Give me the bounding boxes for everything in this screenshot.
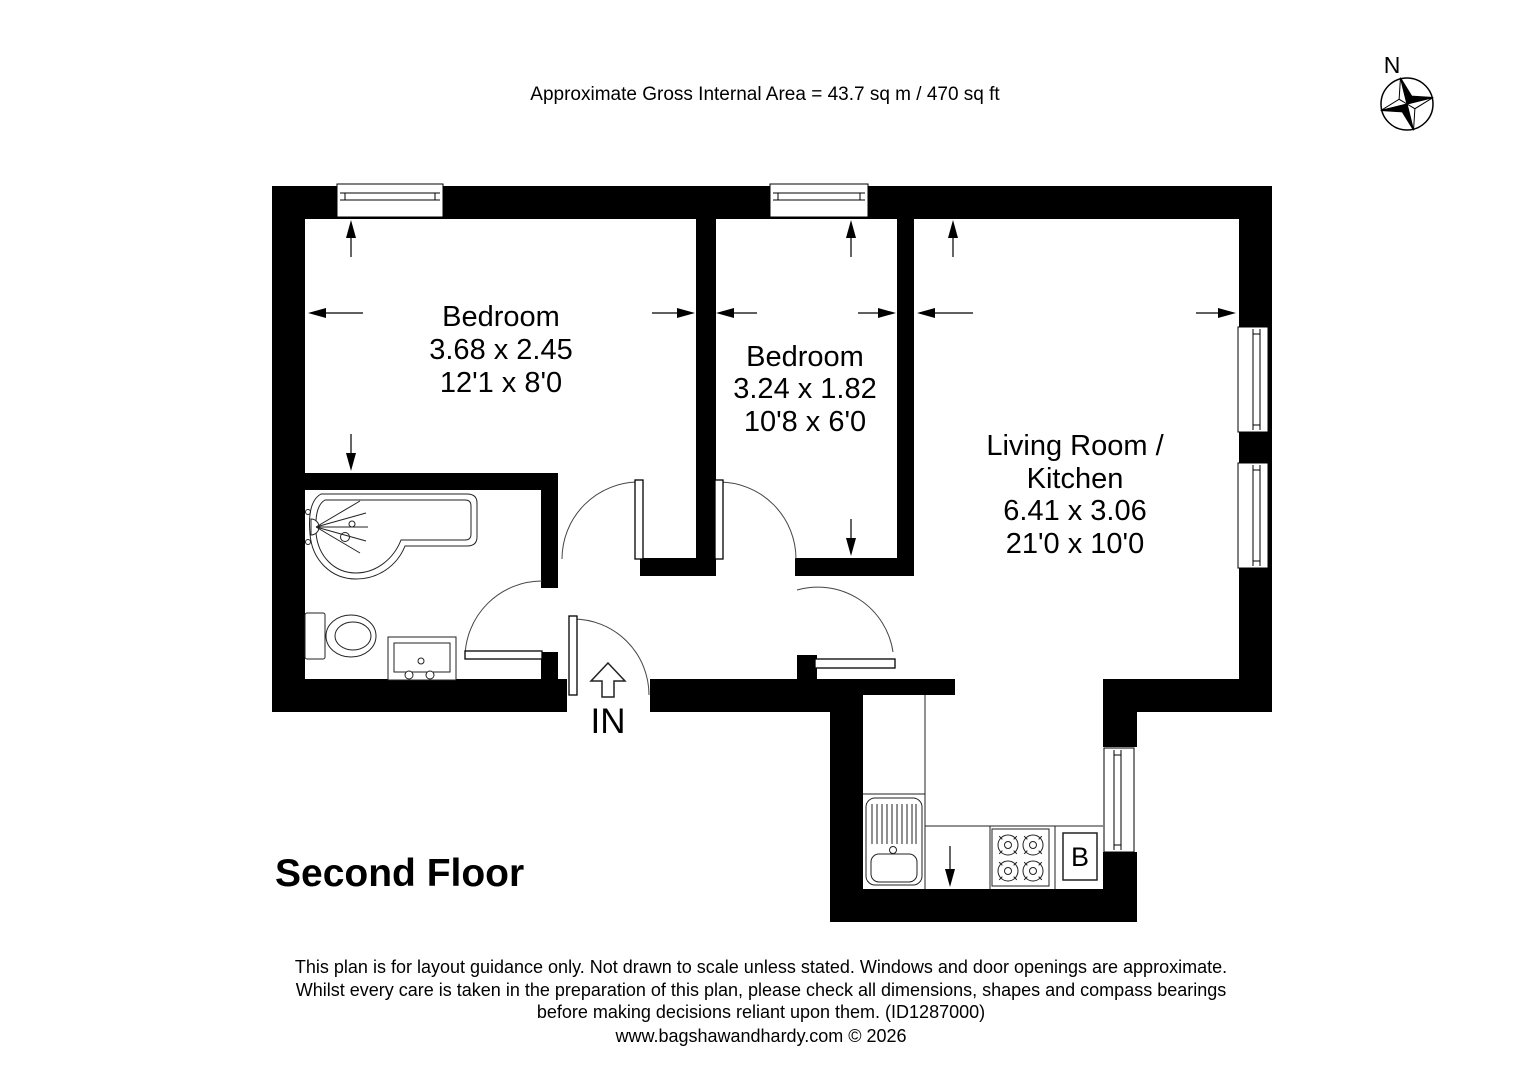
- wall-divider-bed2-living: [897, 219, 914, 560]
- wall-bathroom-top: [272, 473, 558, 490]
- room-name: Bedroom: [442, 301, 560, 333]
- hob: [990, 827, 1050, 888]
- room-label-bedroom1: [429, 301, 573, 399]
- disclaimer-line1: This plan is for layout guidance only. Not drawn to scale unless stated. Windows and door openings are approximate.: [294, 957, 1228, 977]
- door-bathroom: [465, 581, 542, 659]
- wall-kitchen-left: [830, 679, 863, 922]
- window-living-lower: [1238, 463, 1268, 568]
- disclaimer-line3: before making decisions reliant upon them. (ID1287000): [536, 1002, 986, 1022]
- entrance-label: IN: [590, 702, 626, 741]
- doors: [465, 480, 895, 695]
- wall-bathroom-right: [541, 473, 558, 588]
- room-label-living-kitchen: [986, 430, 1164, 560]
- dim-bed2-left: [716, 308, 757, 318]
- dim-bed2-bottom: [846, 519, 856, 556]
- wall-kitchen-bottom: [830, 889, 1137, 922]
- wall-living-bottom: [1103, 679, 1272, 712]
- room-metric: 3.24 x 1.82: [733, 373, 877, 405]
- dim-bed1-top: [346, 220, 356, 257]
- wall-bed1-door-stub: [640, 558, 716, 576]
- kitchen-fixtures: [863, 695, 1103, 889]
- basin-vanity: [388, 637, 456, 680]
- entrance-marker: [591, 663, 626, 741]
- dim-living-left: [917, 308, 973, 318]
- website-copyright: www.bagshawandhardy.com © 2026: [615, 1026, 907, 1046]
- wall-divider-bed1-bed2: [696, 219, 716, 560]
- door-bedroom1: [562, 480, 643, 559]
- boiler-label: B: [1070, 842, 1090, 872]
- floor-title: Second Floor: [275, 852, 525, 895]
- room-metric: 3.68 x 2.45: [429, 334, 573, 366]
- dim-living-top: [948, 220, 958, 257]
- wall-left: [272, 186, 305, 712]
- dim-bed2-top: [846, 220, 856, 257]
- wall-bathroom-stub: [541, 652, 558, 679]
- wall-hall-stub: [797, 655, 817, 695]
- wall-bottom-left: [272, 679, 567, 712]
- door-bedroom2: [715, 480, 796, 559]
- room-name-line2: Kitchen: [1026, 463, 1124, 495]
- disclaimer: [295, 957, 1227, 1046]
- room-name: Bedroom: [746, 341, 864, 373]
- room-imperial: 10'8 x 6'0: [743, 406, 867, 438]
- compass-north-label: N: [1383, 52, 1401, 78]
- compass: [1374, 52, 1439, 137]
- window-bed1: [337, 184, 443, 217]
- dim-bed1-bottom: [346, 434, 356, 471]
- window-bed2: [770, 184, 868, 217]
- dim-bed1-left: [308, 308, 363, 318]
- room-metric: 6.41 x 3.06: [1003, 495, 1147, 527]
- room-label-bedroom2: [733, 341, 877, 438]
- dim-living-right: [1196, 308, 1236, 318]
- wall-kitchen-right-lower: [1103, 852, 1137, 889]
- dim-bed1-right: [652, 308, 695, 318]
- bathtub: [309, 494, 477, 579]
- kitchen-sink: [866, 798, 922, 885]
- window-living-upper: [1238, 327, 1268, 432]
- room-name-line1: Living Room /: [986, 430, 1164, 462]
- window-kitchen: [1104, 748, 1134, 852]
- wall-bed2-bottom: [795, 558, 914, 576]
- room-imperial: 12'1 x 8'0: [439, 367, 563, 399]
- toilet: [305, 613, 376, 659]
- wall-right: [1239, 186, 1272, 712]
- room-imperial: 21'0 x 10'0: [1005, 528, 1145, 560]
- area-note: Approximate Gross Internal Area = 43.7 sq m / 470 sq ft: [530, 84, 1000, 105]
- bathroom-fixtures: [305, 494, 477, 680]
- dim-bed2-right: [858, 308, 896, 318]
- disclaimer-line2: Whilst every care is taken in the preparation of this plan, please check all dimensions, shapes and compass bearings: [295, 980, 1227, 1000]
- compass-star-icon: [1374, 71, 1439, 136]
- dim-living-bottom: [945, 846, 955, 887]
- boiler: [1063, 833, 1097, 880]
- entrance-arrow-icon: [591, 663, 625, 697]
